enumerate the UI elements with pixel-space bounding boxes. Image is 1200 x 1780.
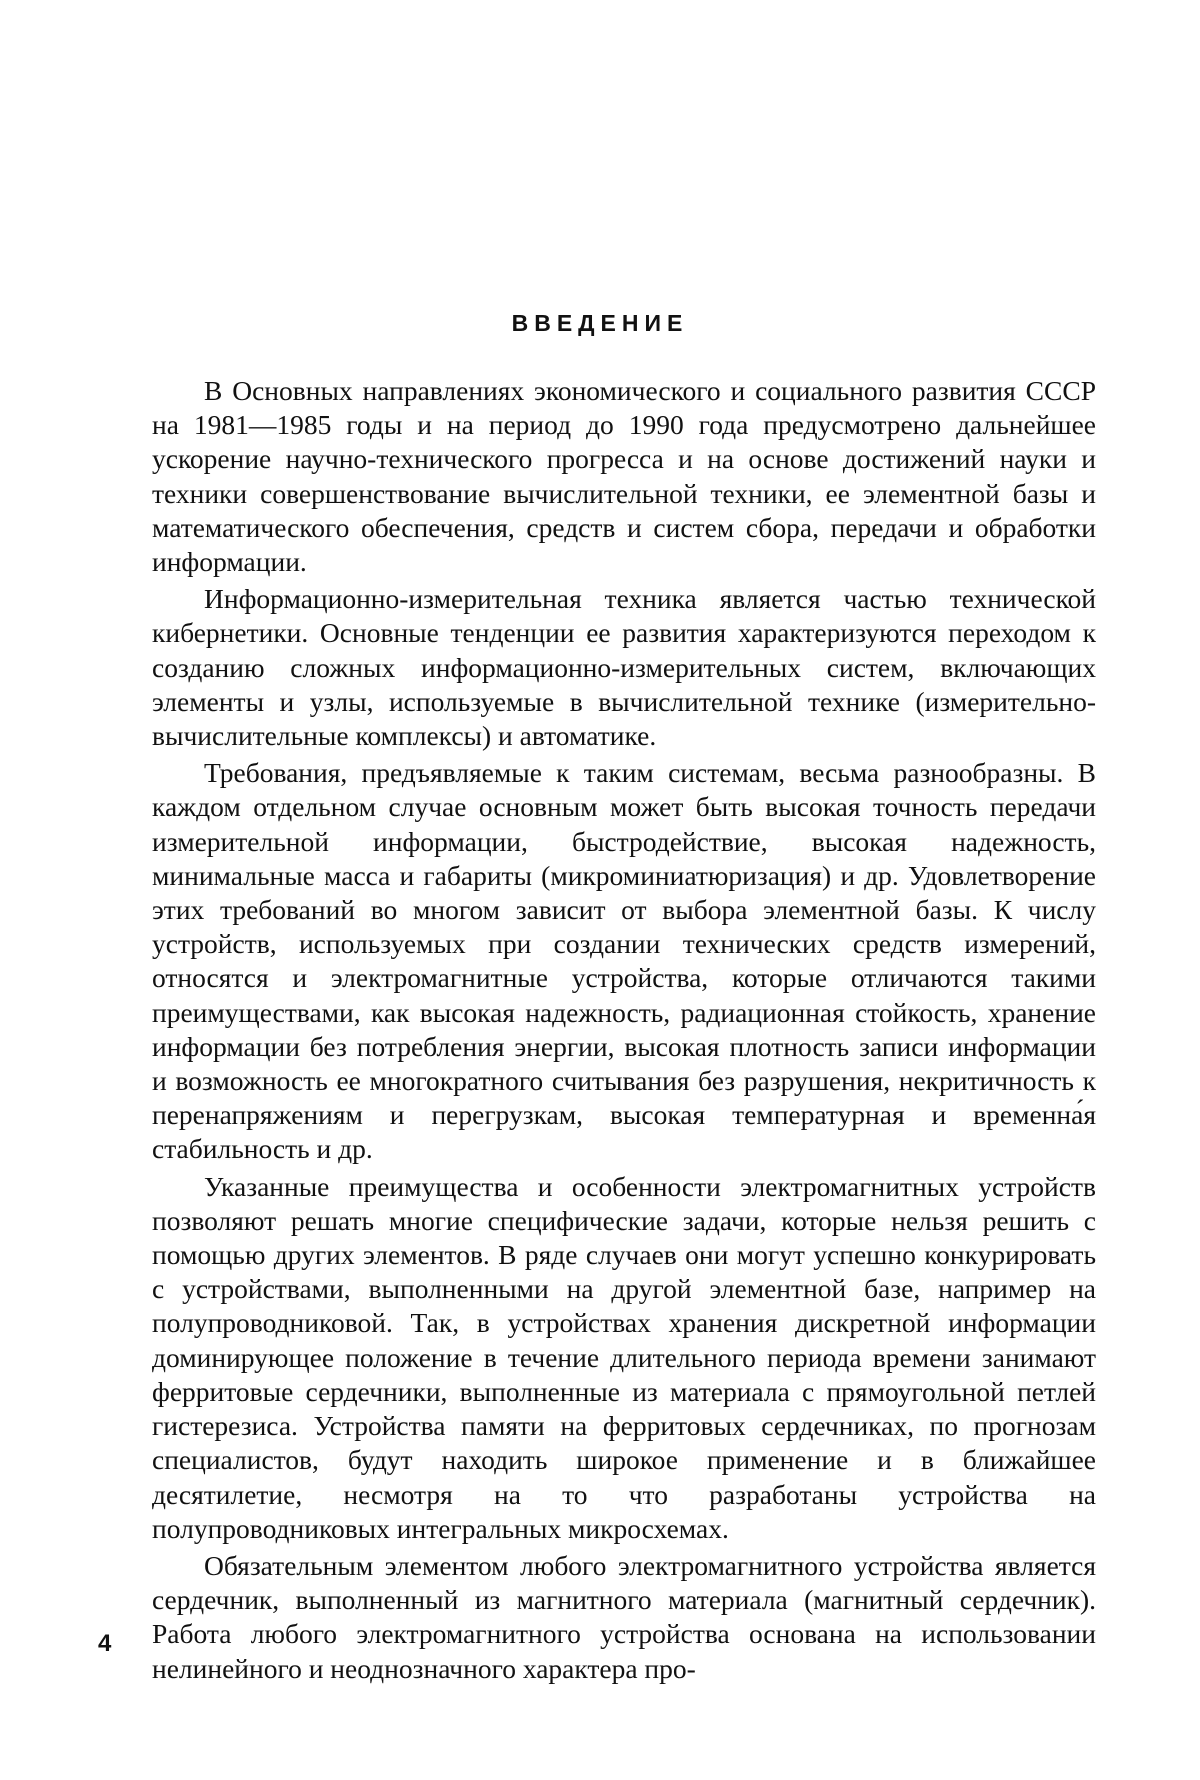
- paragraph: Обязательным элементом любого электромагнитного устройства является сердечник, выполненный из магнитного материала (магнитный сердечник). Работа любого электромагнитного устройства основана на использовании нелинейного и неоднозначного характера про-: [152, 1549, 1096, 1684]
- paragraph: Указанные преимущества и особенности электромагнитных устройств позволяют решать многие специфические задачи, которые нельзя решить с помощью других элементов. В ряде случаев они могут успешно конкурировать с устройствами, выполненными на другой элементной базе, например на полупроводниковой. Так, в устройствах хранения дискретной информации доминирующее положение в течение длительного периода времени занимают ферритовые сердечники, выполненные из материала с прямоугольной петлей гистерезиса. Устройства памяти на ферритовых сердечниках, по прогнозам специалистов, будут находить широкое применение и в ближайшее десятилетие, несмотря на то что разработаны устройства на полупроводниковых интегральных микросхемах.: [152, 1170, 1096, 1544]
- paragraph: В Основных направлениях экономического и социального развития СССР на 1981—1985 годы и на период до 1990 года предусмотрено дальнейшее ускорение научно-технического прогресса и на основе достижений науки и техники совершенствование вычислительной техники, ее элементной базы и математического обеспечения, средств и систем сбора, передачи и обработки информации.: [152, 375, 1096, 578]
- section-heading: ВВЕДЕНИЕ: [511, 310, 689, 336]
- page-number: 4: [98, 1630, 112, 1657]
- body-text: [152, 374, 1096, 1689]
- paragraph: Информационно-измерительная техника является частью технической кибернетики. Основные тенденции ее развития характеризуются переходом к созданию сложных информационно-измерительных систем, включающих элементы и узлы, используемые в вычислительной технике (измерительно-вычислительные комплексы) и автоматике.: [152, 583, 1096, 752]
- paragraph: Требования, предъявляемые к таким системам, весьма разнообразны. В каждом отдельном случае основным может быть высокая точность передачи измерительной информации, быстродействие, высокая надежность, минимальные масса и габариты (микроминиатюризация) и др. Удовлетворение этих требований во многом зависит от выбора элементной базы. К числу устройств, используемых при создании технических средств измерений, относятся и электромагнитные устройства, которые отличаются такими преимуществами, как высокая надежность, радиационная стойкость, хранение информации без потребления энергии, высокая плотность записи информации и возможность ее многократного считывания без разрушения, некритичность к перенапряжениям и перегрузкам, высокая температурная и временна́я стабильность и др.: [152, 757, 1096, 1165]
